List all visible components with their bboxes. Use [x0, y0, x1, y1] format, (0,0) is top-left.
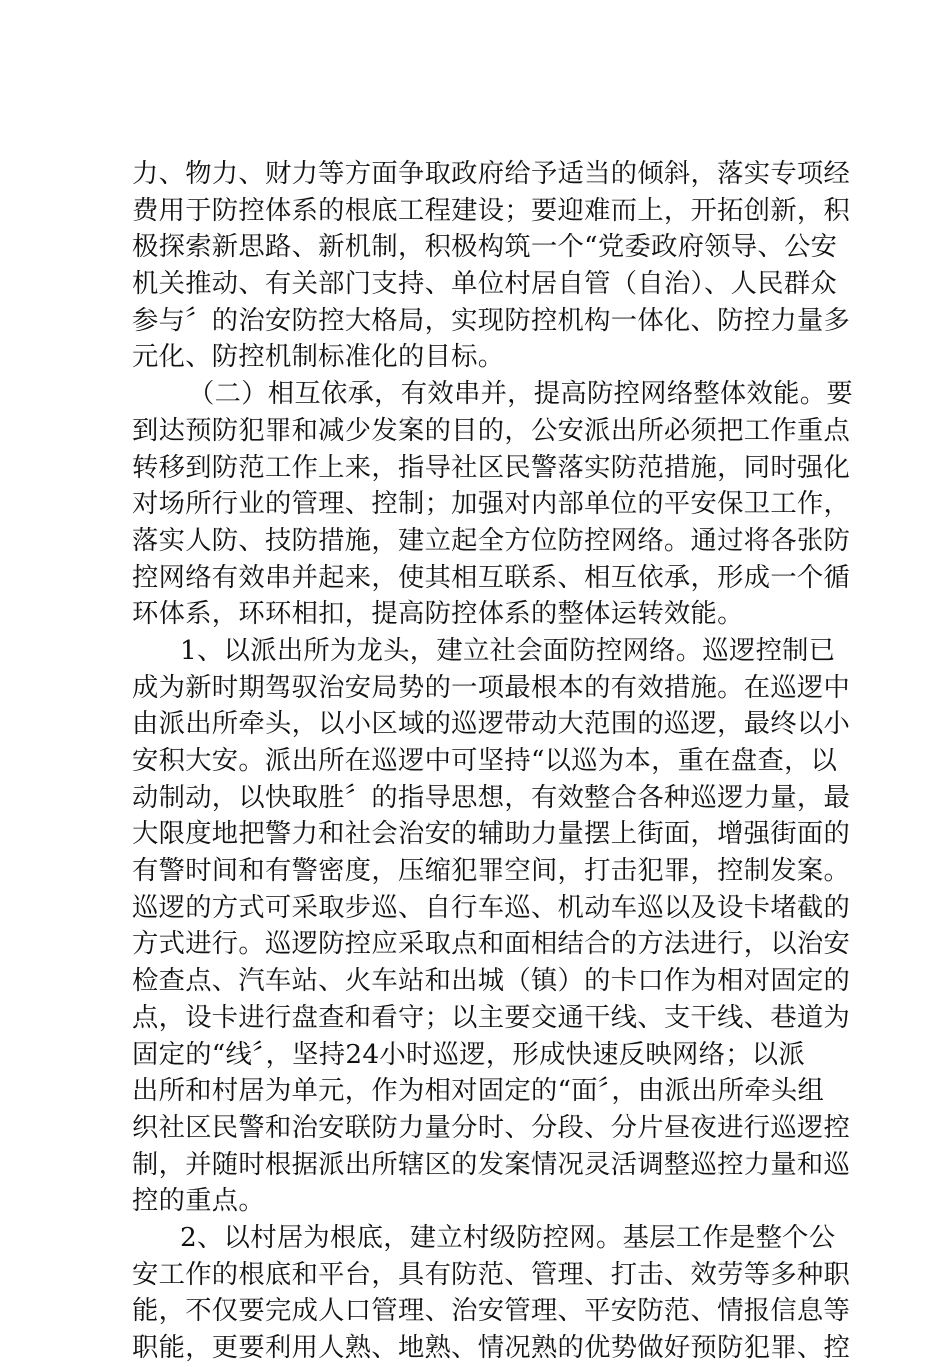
text-line: 极探索新思路、新机制，积极构筑一个“党委政府领导、公安 — [132, 232, 838, 263]
text-line: 制，并随时根据派出所辖区的发案情况灵活调整巡控力量和巡 — [132, 1149, 851, 1180]
text-line: 由派出所牵头，以小区域的巡逻带动大范围的巡逻，最终以小 — [132, 709, 851, 740]
text-line: 控网络有效串并起来，使其相互联系、相互依承，形成一个循 — [132, 562, 851, 593]
text-line: 检查点、汽车站、火车站和出城（镇）的卡口作为相对固定的 — [132, 966, 851, 997]
text-line: 安积大安。派出所在巡逻中可坚持“以巡为本，重在盘查，以 — [132, 746, 838, 776]
text-line: 元化、防控机制标准化的目标。 — [132, 342, 505, 373]
text-line: 转移到防范工作上来，指导社区民警落实防范措施，同时强化 — [132, 452, 851, 483]
text-line: 2、以村居为根底，建立村级防控网。基层工作是整个公 — [180, 1222, 836, 1253]
text-line: 织社区民警和治安联防力量分时、分段、分片昼夜进行巡逻控 — [132, 1112, 851, 1143]
text-line: 有警时间和有警密度，压缩犯罪空间，打击犯罪，控制发案。 — [132, 856, 851, 887]
paragraph-section-2 — [132, 376, 853, 633]
text-line: 机关推动、有关部门支持、单位村居自管（自治）、人民群众 — [132, 269, 837, 300]
text-line: 费用于防控体系的根底工程建设；要迎难而上，开拓创新，积 — [132, 195, 851, 226]
text-line: （二）相互依承，有效串并，提高防控网络整体效能。要 — [188, 379, 853, 410]
text-line: 动制动，以快取胜〞的指导思想，有效整合各种巡逻力量，最 — [132, 782, 851, 813]
text-line: 落实人防、技防措施，建立起全方位防控网络。通过将各张防 — [132, 525, 851, 556]
text-line: 巡逻的方式可采取步巡、自行车巡、机动车巡以及设卡堵截的 — [132, 892, 851, 923]
text-line: 职能，更要利用人熟、地熟、情况熟的优势做好预防犯罪、控 — [132, 1333, 851, 1363]
text-line: 控的重点。 — [132, 1186, 265, 1217]
paragraph-item-1 — [132, 633, 851, 1220]
paragraph-continuation — [132, 156, 851, 376]
text-line: 力、物力、财力等方面争取政府给予适当的倾斜，落实专项经 — [132, 159, 851, 189]
text-line: 安工作的根底和平台，具有防范、管理、打击、效劳等多种职 — [132, 1259, 851, 1290]
text-line: 环体系，环环相扣，提高防控体系的整体运转效能。 — [132, 599, 744, 630]
text-line: 大限度地把警力和社会治安的辅助力量摆上街面，增强街面的 — [132, 819, 851, 850]
text-line: 方式进行。巡逻防控应采取点和面相结合的方法进行，以治安 — [132, 929, 851, 960]
text-line: 出所和村居为单元，作为相对固定的“面〞，由派出所牵头组 — [132, 1076, 825, 1107]
paragraph-item-2 — [132, 1220, 851, 1367]
text-line: 固定的“线〞，坚持24小时巡逻，形成快速反映网络；以派 — [132, 1039, 805, 1070]
text-line: 参与〞的治安防控大格局，实现防控机构一体化、防控力量多 — [132, 305, 851, 336]
text-line: 能，不仅要完成人口管理、治安管理、平安防范、情报信息等 — [132, 1296, 851, 1327]
text-line: 1、以派出所为龙头，建立社会面防控网络。巡逻控制已 — [180, 635, 836, 666]
text-line: 点，设卡进行盘查和看守；以主要交通干线、支干线、巷道为 — [132, 1002, 851, 1033]
text-line: 到达预防犯罪和减少发案的目的，公安派出所必须把工作重点 — [132, 415, 851, 446]
text-line: 对场所行业的管理、控制；加强对内部单位的平安保卫工作， — [132, 489, 851, 520]
document-body — [132, 156, 853, 1367]
text-line: 成为新时期驾驭治安局势的一项最根本的有效措施。在巡逻中 — [132, 672, 851, 703]
